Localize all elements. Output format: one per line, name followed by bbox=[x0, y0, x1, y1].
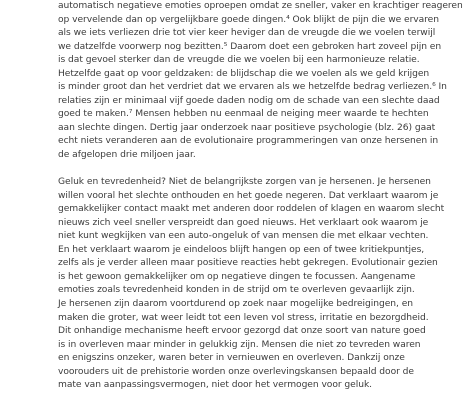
text-line: Dit onhandige mechanisme heeft ervoor gezorgd dat onze soort van nature goed bbox=[58, 326, 426, 337]
text-line: de afgelopen drie miljoen jaar. bbox=[58, 150, 196, 161]
text-line: echt niets veranderen aan de evolutionaire programmeringen van onze hersenen in bbox=[58, 136, 439, 147]
text-line: mate van aanpassingsvermogen, niet door het vermogen voor geluk. bbox=[58, 380, 373, 391]
text-line: Hetzelfde gaat op voor geldzaken: de blijdschap die we voelen als we geld krijgen bbox=[58, 68, 430, 79]
text-line: is in overleven maar minder in gelukkig zijn. Mensen die niet zo tevreden waren bbox=[58, 339, 421, 350]
text-line: voorouders uit de prehistorie worden onze overlevingskansen bepaald door de bbox=[58, 366, 414, 377]
text-line: willen vooral het slechte onthouden en het goede negeren. Dat verklaart waarom je bbox=[58, 190, 439, 201]
text-line: Je hersenen zijn daarom voortdurend op zoek naar mogelijke bedreigingen, en bbox=[58, 299, 414, 310]
paragraph-1 bbox=[58, 0, 463, 163]
text-line: maken die groter, wat weer leidt tot een leven vol stress, irritatie en bezorgdheid. bbox=[58, 312, 429, 323]
text-line: En het verklaart waarom je eindeloos blijft hangen op een of twee kritiekpuntjes, bbox=[58, 244, 425, 255]
text-line: gemakkelijker contact maakt met anderen door roddelen of klagen en waarom slecht bbox=[58, 204, 445, 215]
paragraph-gap bbox=[58, 163, 360, 177]
text-line: nieuws zich veel sneller verspreidt dan goed nieuws. Het verklaart ook waarom je bbox=[58, 217, 429, 228]
text-line: aan slechte dingen. Dertig jaar onderzoek naar positieve psychologie (blz. 26) gaat bbox=[58, 122, 436, 133]
paragraph-2 bbox=[58, 176, 445, 393]
text-line: we datzelfde voorwerp nog bezitten.⁵ Daarom doet een gebroken hart zoveel pijn en bbox=[58, 41, 442, 52]
text-line: automatisch negatieve emoties oproepen omdat ze sneller, vaker en krachtiger reageren bbox=[58, 1, 463, 11]
text-line: zelfs als je verder alleen maar positieve reacties hebt gekregen. Evolutionair gezien bbox=[58, 258, 438, 269]
text-line: is het gewoon gemakkelijker om op negatieve dingen te focussen. Aangename bbox=[58, 271, 416, 282]
text-line: en enigszins onzeker, waren beter in vernieuwen en overleven. Dankzij onze bbox=[58, 353, 405, 364]
text-line: op vervelende dan op vergelijkbare goede dingen.⁴ Ook blijkt de pijn die we ervaren bbox=[58, 14, 439, 25]
text-line: is minder groot dan het verdriet dat we ervaren als we hetzelfde bedrag verliezen.⁶ In bbox=[58, 82, 447, 93]
text-line: als we iets verliezen drie tot vier keer heviger dan de vreugde die we voelen terwijl bbox=[58, 28, 436, 39]
text-line: niet kunt wegkijken van een auto-ongeluk of van mensen die met elkaar vechten. bbox=[58, 231, 429, 242]
text-column bbox=[58, 0, 463, 393]
text-line: relaties zijn er minimaal vijf goede daden nodig om de schade van een slechte daad bbox=[58, 95, 440, 106]
text-line: Geluk en tevredenheid? Niet de belangrijkste zorgen van je hersenen. Je hersenen bbox=[58, 177, 431, 188]
text-line: emoties zoals tevredenheid konden in de strijd om te overleven gevaarlijk zijn. bbox=[58, 285, 415, 296]
text-line: is dat gevoel sterker dan de vreugde die we voelen bij een harmonieuze relatie. bbox=[58, 55, 420, 66]
text-line: goed te maken.⁷ Mensen hebben nu eenmaal de neiging meer waarde te hechten bbox=[58, 109, 429, 120]
